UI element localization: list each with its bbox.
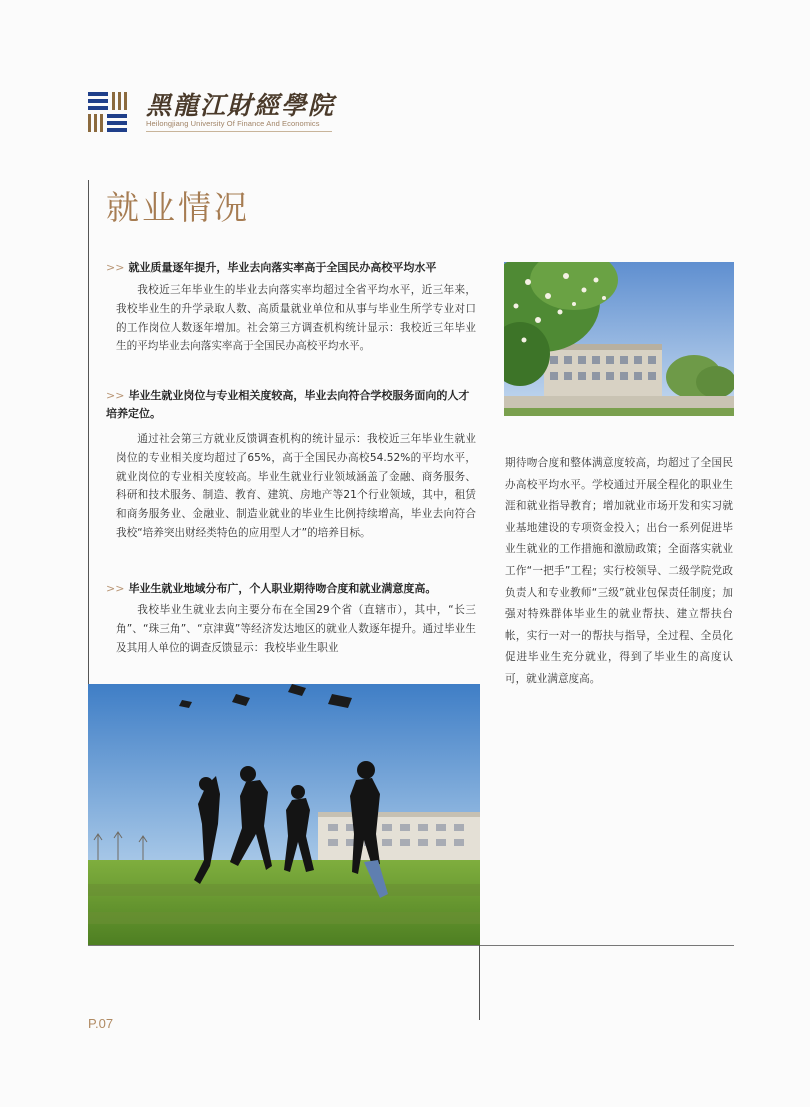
- logo-english-name: Heilongjiang University Of Finance And Economics: [146, 119, 320, 128]
- section-3-body: 我校毕业生就业去向主要分布在全国29个省（直辖市），其中，“长三角”、“珠三角”、“京津冀”等经济发达地区的就业人数逐年提升。通过毕业生及其用人单位的调查反馈显示：我校毕业生职业: [116, 604, 476, 654]
- right-column-text: 期待吻合度和整体满意度较高，均超过了全国民办高校平均水平。学校通过开展全程化的职业生涯和就业指导教育；增加就业市场开发和实习就业基地建设的专项资金投入；出台一系列促进毕业生就业的工作措施和激励政策；全面落实就业工作“一把手”工程；实行校领导、二级学院党政负责人和专业教师“三级”就业包保责任制度；加强对特殊群体毕业生的就业帮扶、建立帮扶台帐，实行一对一的帮扶与指导，全过程、全员化促进毕业生充分就业，得到了毕业生的高度认可，就业满意度高。: [505, 457, 733, 685]
- arrow-icon: >>: [106, 389, 125, 402]
- arrow-icon: >>: [106, 261, 125, 274]
- arrow-icon: >>: [106, 582, 125, 595]
- section-1-heading: >> 就业质量逐年提升，毕业去向落实率高于全国民办高校平均水平: [106, 261, 437, 274]
- left-frame-line: [88, 180, 89, 685]
- section-2-heading: >> 毕业生就业岗位与专业相关度较高，毕业去向符合学校服务面向的人才培养定位。: [106, 389, 470, 420]
- page-number: P.07: [88, 1016, 114, 1031]
- university-logo-icon: [88, 92, 134, 132]
- bottom-vertical-line: [479, 945, 480, 1020]
- logo-chinese-name: 黑龍江財經學院: [146, 91, 336, 120]
- bottom-frame-line: [88, 945, 734, 946]
- graduation-photo: [88, 684, 480, 945]
- section-1-body: 我校近三年毕业生的毕业去向落实率均超过全省平均水平，近三年来，我校毕业生的升学录取人数、高质量就业单位和从事与毕业生所学专业对口的工作岗位人数逐年增加。社会第三方调查机构统计显示：我校近三年毕业生的平均毕业去向落实率高于全国民办高校平均水平。: [116, 284, 476, 353]
- campus-photo: [504, 262, 734, 416]
- section-3-heading: >> 毕业生就业地域分布广，个人职业期待吻合度和就业满意度高。: [106, 582, 437, 595]
- section-2-body: 通过社会第三方就业反馈调查机构的统计显示：我校近三年毕业生就业岗位的专业相关度均超过了65%，高于全国民办高校54.52%的平均水平，就业岗位的专业相关度较高。毕业生就业行业领域涵盖了金融、商务服务、科研和技术服务、制造、教育、建筑、房地产等21个行业领域，其中，租赁和商务服务业、金融业、制造业就业的毕业生比例持续增高，毕业去向符合我校“培养突出财经类特色的应用型人才”的培养目标。: [116, 433, 476, 539]
- logo-divider: [146, 131, 332, 132]
- page-title: 就业情况: [106, 188, 250, 227]
